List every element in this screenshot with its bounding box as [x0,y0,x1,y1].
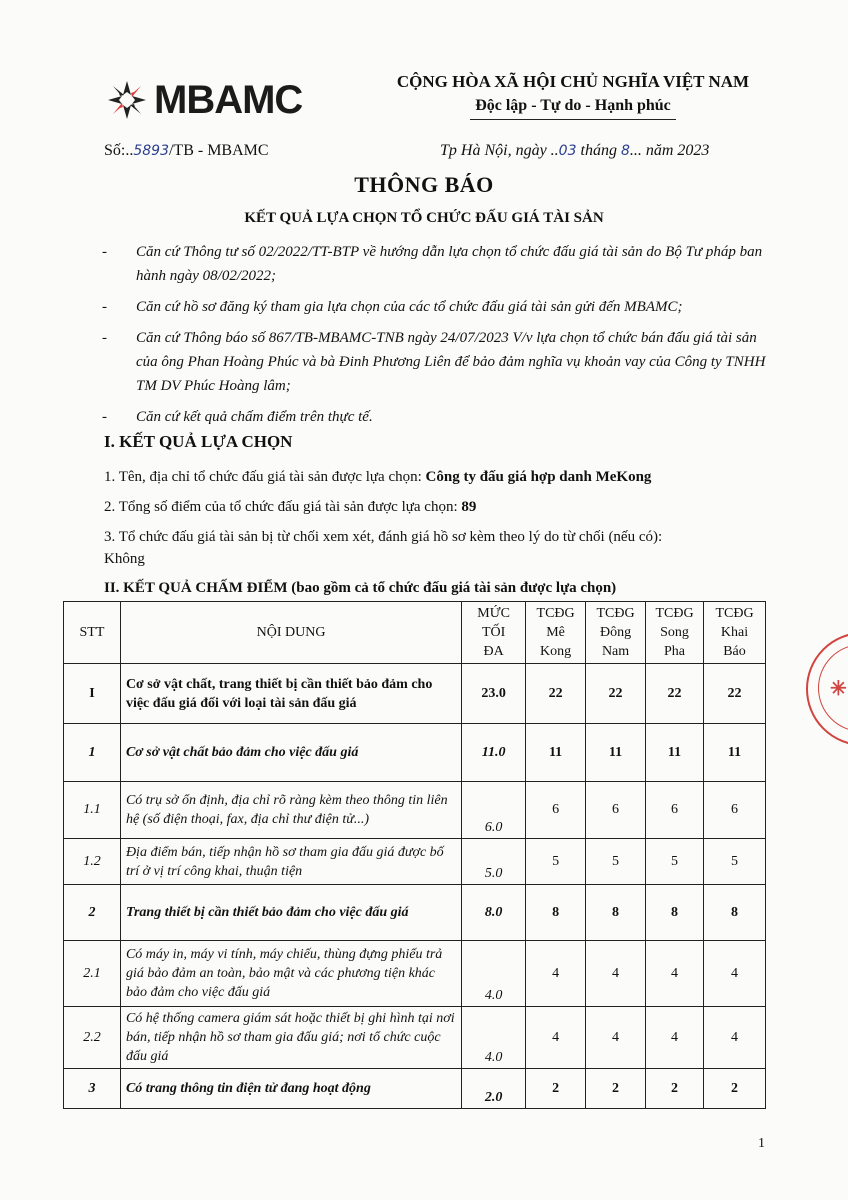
national-header [388,70,758,120]
date-year: ... năm 2023 [629,142,710,159]
row-content: Trang thiết bị cần thiết bảo đảm cho việc đấu giá [120,885,461,941]
row-stt: 3 [64,1069,121,1109]
doc-no-prefix: Số: [104,142,126,159]
row-stt: 2 [64,885,121,941]
header-stt: STT [64,602,121,664]
place-text: Tp Hà Nội, ngày .. [440,142,559,159]
row-max: 5.0 [462,839,526,885]
row-content: Có trụ sở ổn định, địa chỉ rõ ràng kèm theo thông tin liên hệ (số điện thoại, fax, địa chỉ thư điện tử...) [120,782,461,839]
score-mekong: 5 [526,839,586,885]
row-max: 4.0 [462,1007,526,1069]
row-content: Cơ sở vật chất, trang thiết bị cần thiết bảo đảm cho việc đấu giá đối với loại tài sản đấu giá [120,664,461,724]
table-row [64,885,766,941]
header-org-khai-bao: TCĐG Khai Báo [704,602,766,664]
score-dong-nam: 4 [586,1007,646,1069]
score-khai-bao: 4 [704,941,766,1007]
score-song-pha: 6 [646,782,704,839]
score-khai-bao: 8 [704,885,766,941]
page-number: 1 [758,1136,765,1151]
table-row [64,782,766,839]
score-dong-nam: 11 [586,724,646,782]
score-mekong: 11 [526,724,586,782]
row-stt: 1 [64,724,121,782]
score-mekong: 8 [526,885,586,941]
rejected-organizations: 3. Tổ chức đấu giá tài sản bị từ chối xem xét, đánh giá hồ sơ kèm theo lý do từ chối (nếu có): Không [104,529,663,567]
score-song-pha: 4 [646,1007,704,1069]
table-row [64,1007,766,1069]
document-number: Số:..5893/TB - MBAMC [104,142,269,159]
header-org-song-pha: TCĐG Song Pha [646,602,704,664]
score-mekong: 6 [526,782,586,839]
selected-organization: 1. Tên, địa chỉ tổ chức đấu giá tài sản được lựa chọn: Công ty đấu giá hợp danh MeKong [104,469,652,485]
score-dong-nam: 2 [586,1069,646,1109]
score-mekong: 2 [526,1069,586,1109]
score-khai-bao: 11 [704,724,766,782]
place-date [440,142,709,160]
table-row [64,664,766,724]
score-khai-bao: 6 [704,782,766,839]
date-month: 8 [620,143,630,159]
row-max: 2.0 [462,1069,526,1109]
row-max: 11.0 [462,724,526,782]
legal-basis-item: - Căn cứ Thông tư số 02/2022/TT-BTP về hướng dẫn lựa chọn tổ chức đấu giá tài sản do Bộ Tư pháp ban hành ngày 08/02/2022; [102,244,763,284]
row-stt: 1.2 [64,839,121,885]
document-subtitle: KẾT QUẢ LỰA CHỌN TỔ CHỨC ĐẤU GIÁ TÀI SẢN [244,210,604,226]
legal-basis-item: - Căn cứ hồ sơ đăng ký tham gia lựa chọn của các tổ chức đấu giá tài sản gửi đến MBAMC; [102,299,683,315]
row-stt: 1.1 [64,782,121,839]
row-stt: I [64,664,121,724]
score-dong-nam: 6 [586,782,646,839]
table-row [64,1069,766,1109]
document-title: THÔNG BÁO [354,172,494,197]
score-song-pha: 2 [646,1069,704,1109]
score-mekong: 4 [526,1007,586,1069]
row-stt: 2.1 [64,941,121,1007]
table-row [64,839,766,885]
row-stt: 2.2 [64,1007,121,1069]
doc-no-suffix: /TB - MBAMC [168,142,269,159]
motto-underline [470,119,676,120]
score-song-pha: 5 [646,839,704,885]
score-khai-bao: 5 [704,839,766,885]
legal-bases [100,240,772,436]
row-content: Có máy in, máy vi tính, máy chiếu, thùng đựng phiếu trả giá bảo đảm an toàn, bảo mật và các phương tiện khác bảo đảm cho việc đấu giá [120,941,461,1007]
mbamc-logo [104,72,302,128]
score-khai-bao: 4 [704,1007,766,1069]
date-day: 03 [558,143,577,159]
score-khai-bao: 2 [704,1069,766,1109]
header-content: NỘI DUNG [120,602,461,664]
score-song-pha: 22 [646,664,704,724]
table-row [64,724,766,782]
month-label: tháng [576,142,621,159]
row-content: Cơ sở vật chất bảo đảm cho việc đấu giá [120,724,461,782]
section-2-heading: II. KẾT QUẢ CHẤM ĐIỂM (bao gồm cả tổ chức đấu giá tài sản được lựa chọn) [104,580,617,596]
doc-no-handwritten: 5893 [133,143,169,159]
score-dong-nam: 22 [586,664,646,724]
table-header-row [64,602,766,664]
row-content: Có hệ thống camera giám sát hoặc thiết bị ghi hình tại nơi bán, tiếp nhận hồ sơ tham gia đấu giá; nơi tổ chức cuộc đấu giá [120,1007,461,1069]
header-max: MỨC TỐI ĐA [462,602,526,664]
row-max: 6.0 [462,782,526,839]
score-song-pha: 8 [646,885,704,941]
score-song-pha: 11 [646,724,704,782]
row-content: Địa điểm bán, tiếp nhận hồ sơ tham gia đấu giá được bố trí ở vị trí công khai, thuận tiện [120,839,461,885]
section-1-heading: I. KẾT QUẢ LỰA CHỌN [104,432,293,451]
score-song-pha: 4 [646,941,704,1007]
score-mekong: 4 [526,941,586,1007]
company-seal-icon: ✳ [806,632,848,746]
row-max: 23.0 [462,664,526,724]
total-score: 2. Tổng số điểm của tổ chức đấu giá tài sản được lựa chọn: 89 [104,499,477,515]
score-khai-bao: 22 [704,664,766,724]
row-content: Có trang thông tin điện tử đang hoạt động [120,1069,461,1109]
header-org-dong-nam: TCĐG Đông Nam [586,602,646,664]
score-dong-nam: 4 [586,941,646,1007]
logo-text: MBAMC [154,77,303,122]
score-table [63,601,766,1109]
legal-basis-item: - Căn cứ Thông báo số 867/TB-MBAMC-TNB ngày 24/07/2023 V/v lựa chọn tổ chức bán đấu giá tài sản của ông Phan Hoàng Phúc và bà Đinh Phương Liên để bảo đảm nghĩa vụ khoản vay của Công ty TNHH TM DV Phúc Hoàng lâm; [102,330,766,394]
score-mekong: 22 [526,664,586,724]
row-max: 4.0 [462,941,526,1007]
national-motto: Độc lập - Tự do - Hạnh phúc [475,97,671,114]
score-dong-nam: 5 [586,839,646,885]
legal-basis-item: - Căn cứ kết quả chấm điểm trên thực tế. [102,409,373,425]
mb-star-logo-icon [104,77,150,123]
table-row [64,941,766,1007]
nation-name: CỘNG HÒA XÃ HỘI CHỦ NGHĨA VIỆT NAM [396,72,750,91]
score-dong-nam: 8 [586,885,646,941]
header-org-mekong: TCĐG Mê Kong [526,602,586,664]
row-max: 8.0 [462,885,526,941]
